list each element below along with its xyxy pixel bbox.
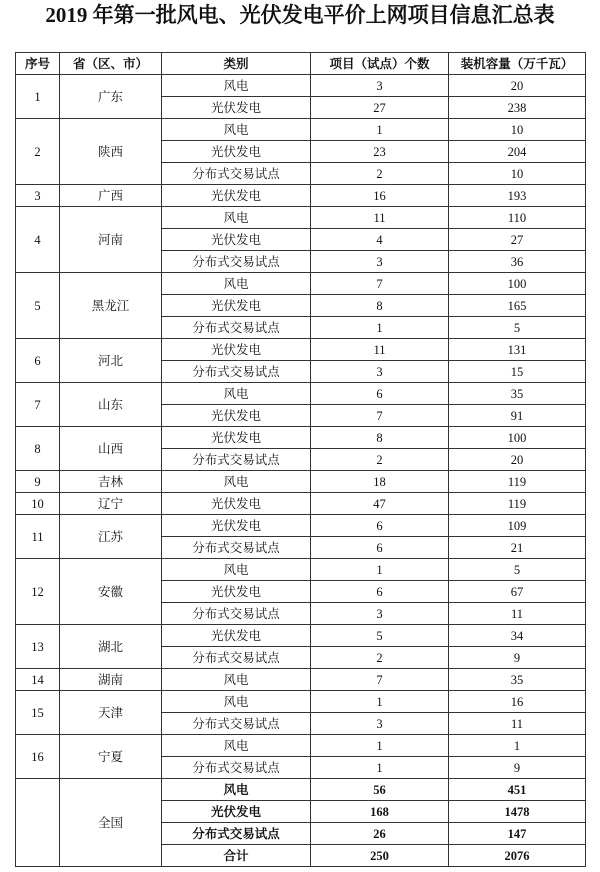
table-row [16, 273, 586, 295]
count-cell: 7 [311, 273, 449, 295]
province-cell: 陕西 [60, 119, 162, 185]
capacity-cell: 35 [449, 669, 586, 691]
province-cell: 江苏 [60, 515, 162, 559]
header-type: 类别 [162, 53, 311, 75]
type-cell: 分布式交易试点 [162, 361, 311, 383]
table-row [16, 119, 586, 141]
table-row [16, 207, 586, 229]
capacity-cell: 11 [449, 603, 586, 625]
table-row [16, 75, 586, 97]
document-title: 2019 年第一批风电、光伏发电平价上网项目信息汇总表 [45, 3, 555, 27]
province-cell: 安徽 [60, 559, 162, 625]
province-cell: 吉林 [60, 471, 162, 493]
type-cell: 分布式交易试点 [162, 713, 311, 735]
type-cell: 合计 [162, 845, 311, 867]
type-cell: 分布式交易试点 [162, 251, 311, 273]
count-cell: 11 [311, 339, 449, 361]
count-cell: 8 [311, 295, 449, 317]
capacity-cell: 119 [449, 471, 586, 493]
table-row [16, 735, 586, 757]
type-cell: 光伏发电 [162, 185, 311, 207]
type-cell: 光伏发电 [162, 141, 311, 163]
table-row [16, 185, 586, 207]
count-cell: 6 [311, 537, 449, 559]
count-cell: 26 [311, 823, 449, 845]
row-number: 6 [16, 339, 60, 383]
capacity-cell: 1478 [449, 801, 586, 823]
capacity-cell: 5 [449, 317, 586, 339]
count-cell: 1 [311, 691, 449, 713]
row-number: 16 [16, 735, 60, 779]
table-header-row [16, 53, 586, 75]
count-cell: 23 [311, 141, 449, 163]
capacity-cell: 20 [449, 449, 586, 471]
header-no: 序号 [16, 53, 60, 75]
type-cell: 风电 [162, 383, 311, 405]
table-body [16, 75, 586, 867]
total-row [16, 779, 586, 801]
capacity-cell: 20 [449, 75, 586, 97]
count-cell: 3 [311, 603, 449, 625]
count-cell: 1 [311, 119, 449, 141]
header-province: 省（区、市） [60, 53, 162, 75]
table-row [16, 669, 586, 691]
province-cell: 河北 [60, 339, 162, 383]
count-cell: 7 [311, 405, 449, 427]
count-cell: 2 [311, 163, 449, 185]
row-number [16, 779, 60, 867]
type-cell: 风电 [162, 273, 311, 295]
row-number: 2 [16, 119, 60, 185]
table-row [16, 427, 586, 449]
row-number: 4 [16, 207, 60, 273]
province-cell: 山东 [60, 383, 162, 427]
count-cell: 5 [311, 625, 449, 647]
type-cell: 光伏发电 [162, 801, 311, 823]
type-cell: 分布式交易试点 [162, 647, 311, 669]
type-cell: 光伏发电 [162, 427, 311, 449]
type-cell: 分布式交易试点 [162, 823, 311, 845]
capacity-cell: 36 [449, 251, 586, 273]
province-cell: 广东 [60, 75, 162, 119]
type-cell: 分布式交易试点 [162, 317, 311, 339]
row-number: 13 [16, 625, 60, 669]
row-number: 12 [16, 559, 60, 625]
type-cell: 风电 [162, 75, 311, 97]
capacity-cell: 15 [449, 361, 586, 383]
table-row [16, 559, 586, 581]
table-row [16, 471, 586, 493]
province-cell: 宁夏 [60, 735, 162, 779]
count-cell: 1 [311, 735, 449, 757]
type-cell: 风电 [162, 207, 311, 229]
capacity-cell: 34 [449, 625, 586, 647]
province-cell: 辽宁 [60, 493, 162, 515]
count-cell: 56 [311, 779, 449, 801]
count-cell: 1 [311, 559, 449, 581]
row-number: 14 [16, 669, 60, 691]
type-cell: 光伏发电 [162, 229, 311, 251]
table-row [16, 691, 586, 713]
header-capacity: 装机容量（万千瓦） [449, 53, 586, 75]
province-cell: 广西 [60, 185, 162, 207]
capacity-cell: 21 [449, 537, 586, 559]
count-cell: 250 [311, 845, 449, 867]
count-cell: 4 [311, 229, 449, 251]
type-cell: 风电 [162, 471, 311, 493]
type-cell: 分布式交易试点 [162, 757, 311, 779]
type-cell: 光伏发电 [162, 405, 311, 427]
capacity-cell: 100 [449, 427, 586, 449]
province-cell: 全国 [60, 779, 162, 867]
type-cell: 光伏发电 [162, 97, 311, 119]
capacity-cell: 451 [449, 779, 586, 801]
capacity-cell: 9 [449, 757, 586, 779]
count-cell: 3 [311, 251, 449, 273]
type-cell: 分布式交易试点 [162, 449, 311, 471]
capacity-cell: 27 [449, 229, 586, 251]
count-cell: 2 [311, 449, 449, 471]
count-cell: 3 [311, 713, 449, 735]
capacity-cell: 5 [449, 559, 586, 581]
row-number: 8 [16, 427, 60, 471]
type-cell: 光伏发电 [162, 493, 311, 515]
count-cell: 2 [311, 647, 449, 669]
row-number: 15 [16, 691, 60, 735]
capacity-cell: 109 [449, 515, 586, 537]
capacity-cell: 16 [449, 691, 586, 713]
type-cell: 风电 [162, 735, 311, 757]
type-cell: 分布式交易试点 [162, 603, 311, 625]
type-cell: 风电 [162, 559, 311, 581]
capacity-cell: 131 [449, 339, 586, 361]
capacity-cell: 10 [449, 163, 586, 185]
summary-table [15, 52, 586, 867]
type-cell: 风电 [162, 691, 311, 713]
capacity-cell: 100 [449, 273, 586, 295]
header-count: 项目（试点）个数 [311, 53, 449, 75]
capacity-cell: 193 [449, 185, 586, 207]
capacity-cell: 35 [449, 383, 586, 405]
type-cell: 风电 [162, 669, 311, 691]
capacity-cell: 147 [449, 823, 586, 845]
type-cell: 光伏发电 [162, 625, 311, 647]
type-cell: 光伏发电 [162, 339, 311, 361]
type-cell: 光伏发电 [162, 581, 311, 603]
province-cell: 山西 [60, 427, 162, 471]
count-cell: 11 [311, 207, 449, 229]
count-cell: 6 [311, 515, 449, 537]
province-cell: 河南 [60, 207, 162, 273]
count-cell: 3 [311, 75, 449, 97]
type-cell: 风电 [162, 119, 311, 141]
row-number: 5 [16, 273, 60, 339]
capacity-cell: 238 [449, 97, 586, 119]
count-cell: 7 [311, 669, 449, 691]
capacity-cell: 91 [449, 405, 586, 427]
capacity-cell: 2076 [449, 845, 586, 867]
capacity-cell: 110 [449, 207, 586, 229]
capacity-cell: 10 [449, 119, 586, 141]
capacity-cell: 1 [449, 735, 586, 757]
capacity-cell: 9 [449, 647, 586, 669]
capacity-cell: 204 [449, 141, 586, 163]
count-cell: 8 [311, 427, 449, 449]
table-row [16, 339, 586, 361]
count-cell: 16 [311, 185, 449, 207]
row-number: 1 [16, 75, 60, 119]
count-cell: 27 [311, 97, 449, 119]
count-cell: 6 [311, 581, 449, 603]
count-cell: 168 [311, 801, 449, 823]
table-row [16, 625, 586, 647]
row-number: 3 [16, 185, 60, 207]
table-row [16, 493, 586, 515]
count-cell: 47 [311, 493, 449, 515]
province-cell: 湖南 [60, 669, 162, 691]
count-cell: 1 [311, 317, 449, 339]
count-cell: 6 [311, 383, 449, 405]
capacity-cell: 67 [449, 581, 586, 603]
count-cell: 3 [311, 361, 449, 383]
row-number: 7 [16, 383, 60, 427]
type-cell: 分布式交易试点 [162, 163, 311, 185]
capacity-cell: 11 [449, 713, 586, 735]
table-row [16, 515, 586, 537]
row-number: 9 [16, 471, 60, 493]
province-cell: 黑龙江 [60, 273, 162, 339]
type-cell: 光伏发电 [162, 295, 311, 317]
type-cell: 光伏发电 [162, 515, 311, 537]
count-cell: 18 [311, 471, 449, 493]
table-row [16, 383, 586, 405]
type-cell: 分布式交易试点 [162, 537, 311, 559]
row-number: 10 [16, 493, 60, 515]
count-cell: 1 [311, 757, 449, 779]
capacity-cell: 119 [449, 493, 586, 515]
row-number: 11 [16, 515, 60, 559]
province-cell: 湖北 [60, 625, 162, 669]
capacity-cell: 165 [449, 295, 586, 317]
type-cell: 风电 [162, 779, 311, 801]
province-cell: 天津 [60, 691, 162, 735]
